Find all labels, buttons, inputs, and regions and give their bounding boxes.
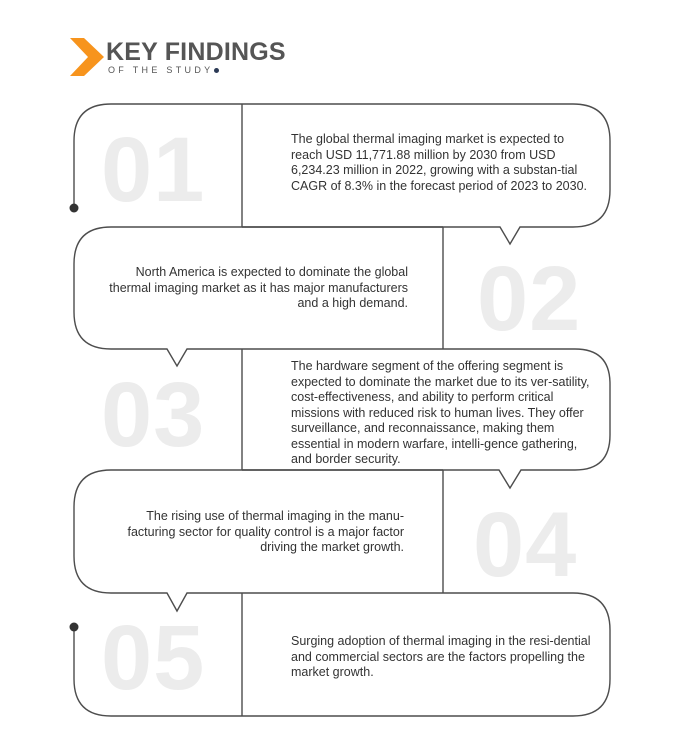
finding-text-02: North America is expected to dominate the global thermal imaging market as it has major manufacturers and a high demand. (109, 265, 408, 310)
finding-number-04: 04 (473, 494, 578, 596)
finding-number-02: 02 (477, 248, 582, 350)
finding-number-03: 03 (101, 364, 206, 466)
finding-text-01: The global thermal imaging market is expected to reach USD 11,771.88 million by 2030 from USD 6,234.23 million in 2022, growing with a substan-tial CAGR of 8.3% in the forecast period of 2023 to 2030. (291, 132, 588, 193)
start-dot-icon (70, 204, 79, 213)
page-subtitle: OF THE STUDY (108, 65, 219, 76)
finding-number-05: 05 (101, 607, 206, 709)
finding-number-01: 01 (101, 119, 206, 221)
end-dot-icon (70, 623, 79, 632)
page-title: KEY FINDINGS (106, 38, 286, 66)
finding-text-03: The hardware segment of the offering segment is expected to dominate the market due to its ver-satility, cost-effectiveness, and ability to perform critical missions with reduced risk to human lives. They offer surveillance, and reconnaissance, making them essential in modern warfare, intelli-gence gathering, and border security. (291, 359, 590, 466)
finding-text-04: The rising use of thermal imaging in the manu-facturing sector for quality control is a major factor driving the market growth. (127, 509, 404, 554)
finding-text-05: Surging adoption of thermal imaging in the resi-dential and commercial sectors are the factors propelling the market growth. (291, 634, 591, 679)
